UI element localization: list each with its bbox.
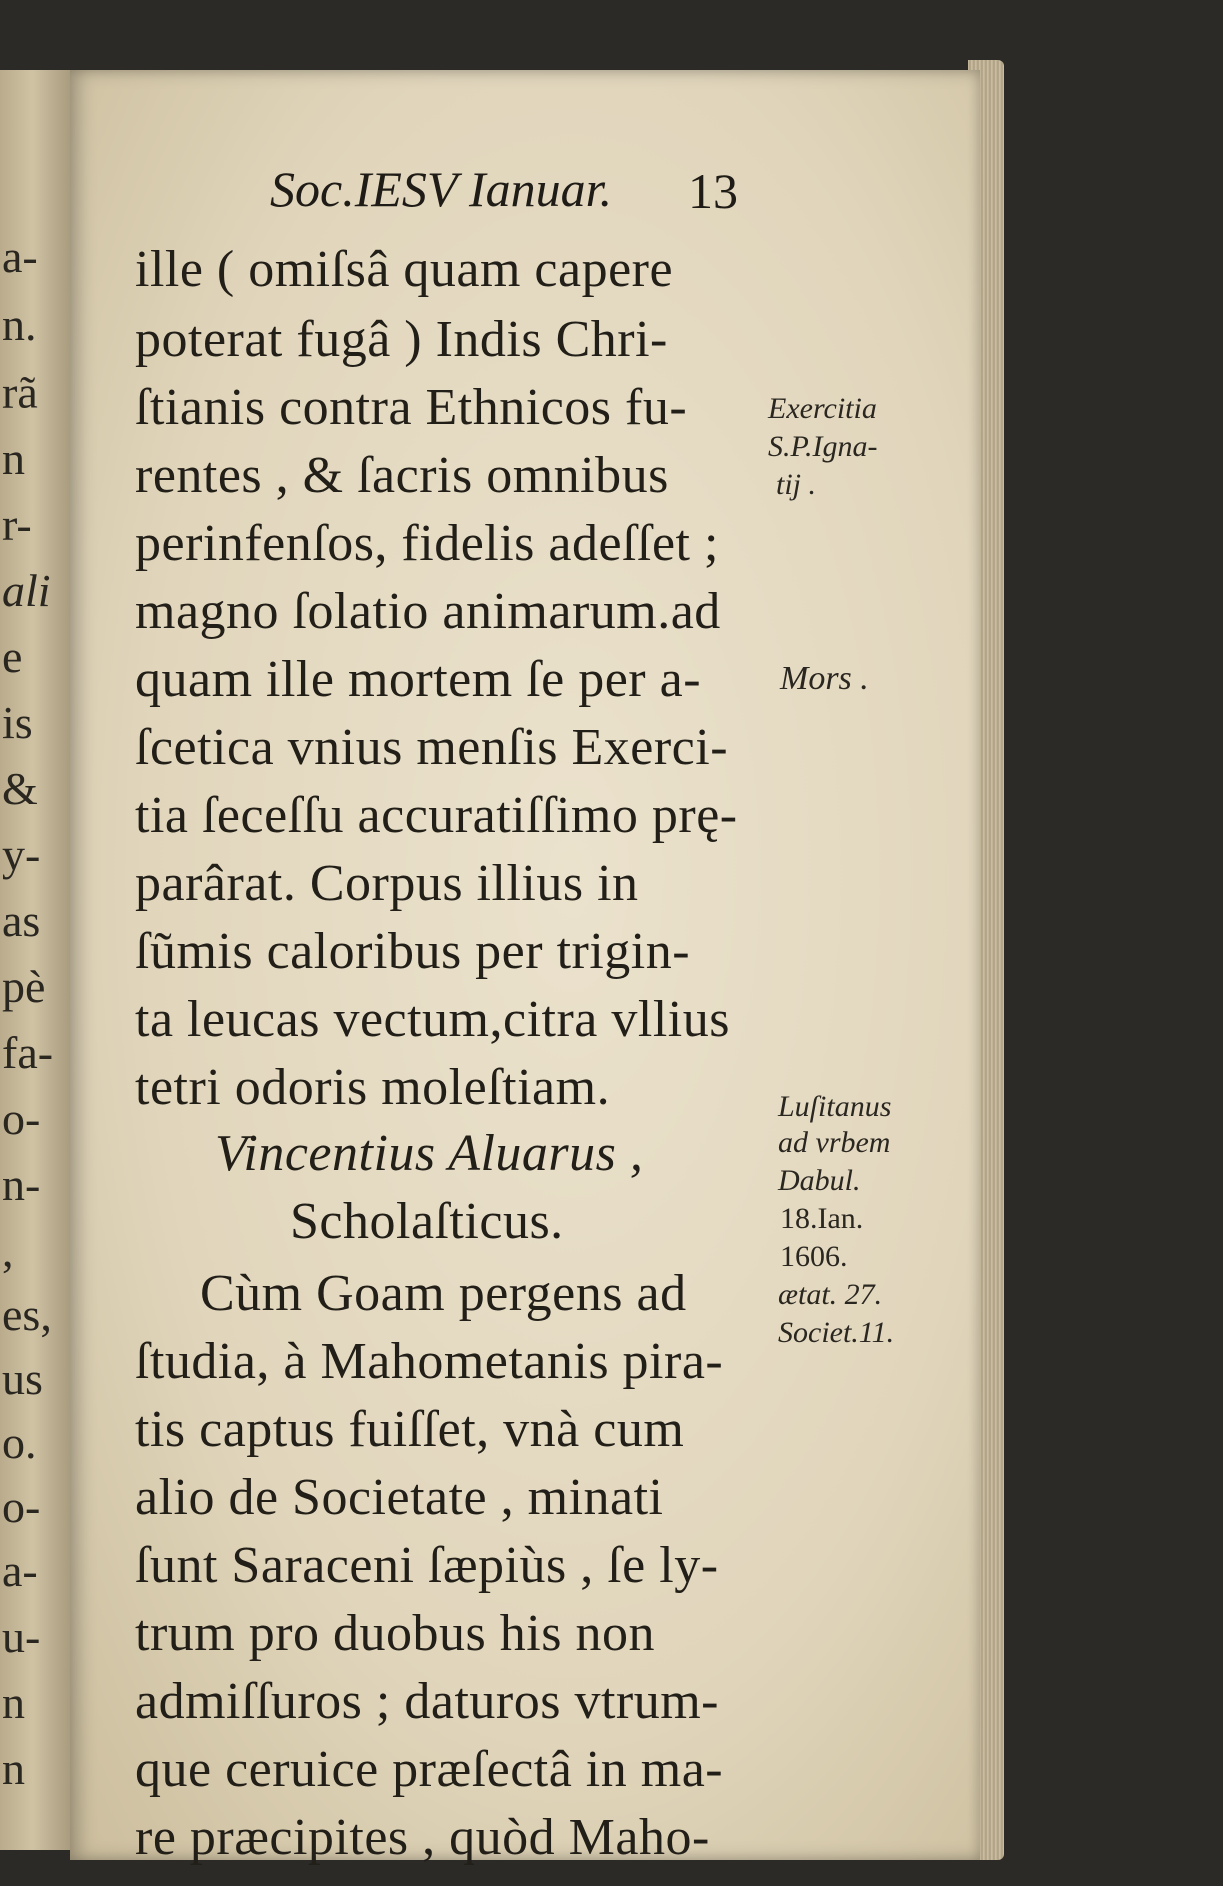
- page-number: 13: [688, 163, 738, 219]
- fragment: e: [2, 631, 23, 682]
- fragment: fa-: [2, 1027, 54, 1078]
- margin-note: tij .: [776, 468, 817, 501]
- fragment: &: [2, 763, 38, 814]
- text-line: perinfenſos, fidelis adeſſet ;: [135, 515, 719, 572]
- text-line: ſunt Saraceni ſæpiùs , ſe ly-: [135, 1537, 719, 1594]
- fragment: y-: [2, 829, 41, 880]
- fragment: o-: [2, 1093, 41, 1144]
- section-heading: Vincentius Aluarus ,: [215, 1125, 644, 1182]
- fragment: o.: [2, 1417, 37, 1468]
- text-line: magno ſolatio animarum.ad: [135, 583, 721, 640]
- text-line: ta leucas vectum,citra vllius: [135, 991, 730, 1048]
- fragment: rã: [2, 367, 38, 418]
- fragment: n-: [2, 1159, 41, 1210]
- fragment: as: [2, 895, 41, 946]
- text-line: alio de Societate , minati: [135, 1469, 664, 1526]
- fragment: n.: [2, 299, 37, 350]
- fragment: is: [2, 697, 33, 748]
- text-line: ille ( omiſsâ quam capere: [135, 241, 674, 298]
- text-line: admiſſuros ; daturos vtrum-: [135, 1673, 719, 1730]
- text-line: ſtianis contra Ethnicos fu-: [135, 379, 688, 436]
- fragment: ,: [2, 1225, 14, 1276]
- margin-note: Mors .: [780, 660, 869, 697]
- text-line: ſtudia, à Mahometanis pira-: [135, 1333, 724, 1390]
- text-line: tia ſeceſſu accuratiſſimo prę-: [135, 787, 738, 844]
- text-line: poterat fugâ ) Indis Chri-: [135, 311, 668, 368]
- text-line: rentes , & ſacris omnibus: [135, 447, 669, 504]
- fragment: u-: [2, 1611, 41, 1662]
- margin-note: 1606.: [780, 1240, 848, 1273]
- section-subheading: Scholaſticus.: [290, 1193, 564, 1250]
- text-line: quam ille mortem ſe per a-: [135, 651, 702, 708]
- margin-note: ætat. 27.: [778, 1278, 883, 1311]
- text-line: tetri odoris moleſtiam.: [135, 1059, 611, 1116]
- fragment: n: [2, 1743, 25, 1794]
- text-line: trum pro duobus his non: [135, 1605, 655, 1662]
- fragment: a-: [2, 231, 38, 282]
- text-line: parârat. Corpus illius in: [135, 855, 639, 912]
- text-line: ſũmis caloribus per trigin-: [135, 923, 691, 980]
- facing-page-left: [0, 70, 72, 1850]
- margin-note: Dabul.: [778, 1164, 861, 1197]
- fragment: r-: [2, 499, 32, 550]
- margin-note: S.P.Igna-: [768, 430, 878, 463]
- fragment: us: [2, 1353, 43, 1404]
- fragment: ali: [2, 565, 51, 616]
- margin-note: 18.Ian.: [780, 1202, 864, 1235]
- fragment: pè: [2, 961, 46, 1012]
- margin-note: ad vrbem: [778, 1126, 891, 1159]
- running-title: Soc.IESV Ianuar.: [270, 161, 613, 217]
- margin-note: Societ.11.: [778, 1316, 895, 1349]
- fragment: es,: [2, 1289, 52, 1340]
- fragment: n: [2, 1677, 25, 1728]
- text-line: ſcetica vnius menſis Exerci-: [135, 719, 729, 776]
- text-line: Cùm Goam pergens ad: [200, 1265, 687, 1322]
- fragment: o-: [2, 1481, 41, 1532]
- fragment: n: [2, 433, 25, 484]
- text-line: tis captus fuiſſet, vnà cum: [135, 1401, 685, 1458]
- text-line: re præcipites , quòd Maho-: [135, 1809, 710, 1866]
- margin-note: Exercitia: [768, 392, 877, 425]
- text-line: que ceruice præſectâ in ma-: [135, 1741, 724, 1798]
- fragment: a-: [2, 1545, 38, 1596]
- margin-note: Luſitanus: [778, 1090, 892, 1123]
